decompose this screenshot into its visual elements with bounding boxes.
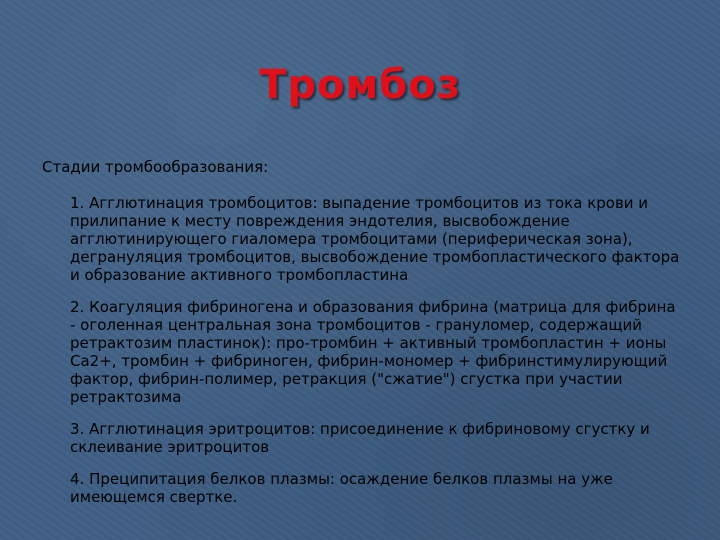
slide-title: Тромбоз <box>259 62 461 108</box>
list-item: 3. Агглютинация эритроцитов: присоединение к фибриновому сгустку и склеивание эритроцитов <box>70 420 650 456</box>
stages-list <box>70 194 682 520</box>
list-item: 1. Агглютинация тромбоцитов: выпадение тромбоцитов из тока крови и прилипание к месту повреждения эндотелия, высвобождение агглютинирующего гиаломера тромбоцитами (периферическая зона), дегрануляция тромбоцитов, высвобождение тромбопластического фактора и образование активного тромбопластина <box>70 194 680 284</box>
list-item: 4. Преципитация белков плазмы: осаждение белков плазмы на уже имеющемся свертке. <box>70 470 613 506</box>
slide-subtitle: Стадии тромбообразования: <box>42 158 269 176</box>
list-item: 2. Коагуляция фибриногена и образования фибрина (матрица для фибрина - оголенная центральная зона тромбоцитов - грануломер, содержащий ретрактозим пластинок): про-тромбин + активный тромбопластин + ионы Са2+, тромбин + фибриноген, фибрин-мономер + фибринстимулирующий фактор, фибрин-полимер, ретракция ("сжатие") сгустка при участии ретрактозима <box>70 298 676 406</box>
